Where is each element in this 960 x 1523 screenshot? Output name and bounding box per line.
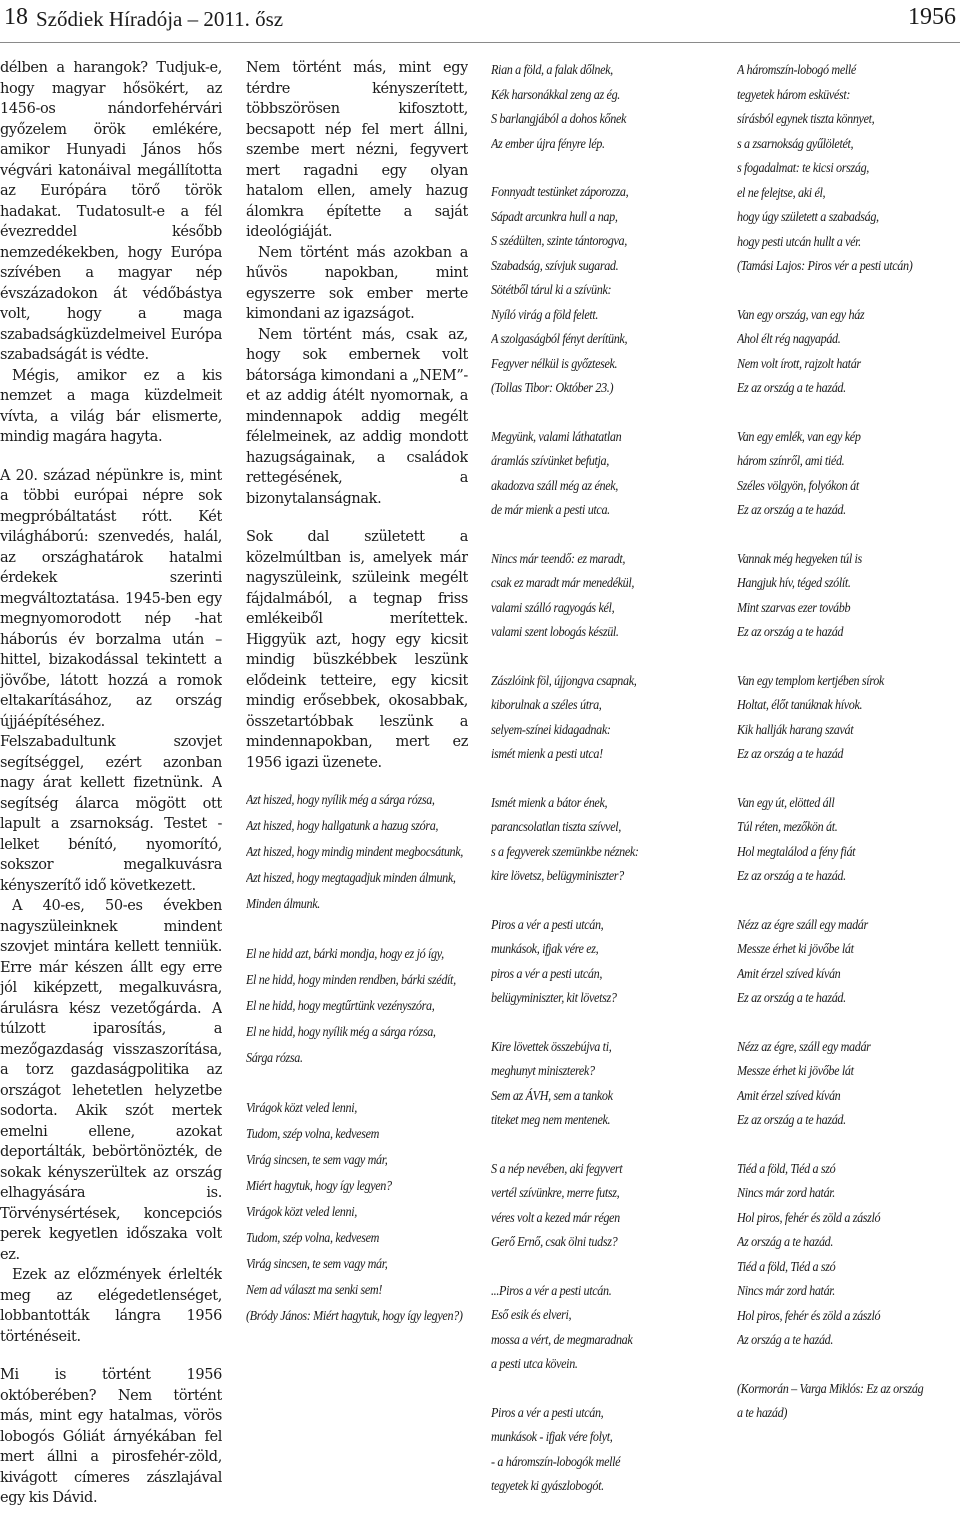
page-number: 18: [4, 4, 28, 30]
verse-line: Nincs már zord határ.: [737, 1185, 835, 1200]
verse-line: Túl réten, mezőkön át.: [737, 819, 838, 834]
verse-line: Ez az ország a te hazád: [737, 746, 844, 761]
paragraph: Sok dal született a közelmúltban is, amelyek már nagyszüleink, szüleink megélt fájdalmából, a tegnap friss emlékeiből merítettek. Higgyük azt, hogy egy kicsit mindig büszkébbek leszünk elődeink tetteire, egy kicsit mindig erősebbek, okosabbak, összetartóbbak leszünk a mindennapokban, mert ez 1956 igazi üzenete.: [246, 529, 468, 771]
stanza: [246, 1095, 468, 1329]
verse-line: Ez az ország a te hazád.: [737, 380, 846, 395]
verse-line: ismét mienk a pesti utca!: [491, 746, 603, 761]
verse-line: s fogadalmat: te kicsi ország,: [737, 160, 869, 175]
verse-line: Az ország a te hazád.: [737, 1234, 834, 1249]
verse-line: Megyünk, valami láthatatlan: [491, 428, 622, 444]
verse-line: titeket meg nem mentenek.: [491, 1112, 611, 1127]
verse-line: (Tollas Tibor: Október 23.): [491, 380, 614, 395]
stanza: [491, 180, 716, 401]
verse-line: tegyetek ki gyászlobogót.: [491, 1478, 604, 1493]
verse-line: Hol piros, fehér és zöld a zászló: [737, 1307, 881, 1323]
verse-line: sírásból egynek tiszta könnyet,: [737, 111, 875, 126]
verse-line: Amit érzel szíved kíván: [737, 965, 841, 981]
verse-line: Sem az ÁVH, sem a tankok: [491, 1087, 613, 1103]
verse-line: három színről, ami tiéd.: [737, 453, 845, 468]
verse-line: Az ember újra fényre lép.: [491, 135, 605, 151]
verse-line: Nincs már zord határ.: [737, 1283, 835, 1298]
verse-line: Miért hagytuk, hogy így legyen?: [246, 1178, 392, 1193]
verse-line: Virág sincsen, te sem vagy már,: [246, 1152, 388, 1167]
verse-line: Gerő Ernő, csak ölni tudsz?: [491, 1234, 618, 1249]
verse-line: ...Piros a vér a pesti utcán.: [491, 1282, 612, 1298]
verse-line: Piros a vér a pesti utcán,: [491, 916, 604, 932]
stanza: [491, 669, 716, 767]
verse-line: kiborulnak a széles útra,: [491, 697, 602, 712]
verse-line: S barlangjából a dohos kőnek: [491, 111, 627, 126]
stanza: [737, 303, 960, 401]
verse-line: Nézz az égre, száll egy madár: [737, 1038, 871, 1054]
stanza: [491, 791, 716, 889]
verse-line: Nyíló virág a föld felett.: [491, 306, 599, 322]
paragraph: Nem történt más, mint egy térdre kényszerített, többszörösen kifosztott, becsapott nép fel mert állni, szembe mert nézni, fegyvert mert ragadni egy olyan hatalom ellen, amely hazug álomkra építette a saját ideológiáját.: [246, 60, 468, 240]
verse-line: Vannak még hegyeken túl is: [737, 550, 862, 566]
verse-line: Nincs már teendő: ez maradt,: [491, 550, 626, 566]
column-2: [246, 58, 468, 1353]
verse-line: Hol piros, fehér és zöld a zászló: [737, 1209, 881, 1225]
verse-line: Ez az ország a te hazád: [737, 624, 844, 639]
stanza: [737, 791, 960, 889]
verse-line: Szabadság, szívjuk sugarad.: [491, 257, 619, 273]
verse-line: Fegyver nélkül is győztesek.: [491, 355, 618, 371]
verse-line: munkások, ifjak vére ez,: [491, 941, 599, 956]
verse-line: vertél szívünkre, merre futsz,: [491, 1185, 620, 1200]
verse-line: (Tamási Lajos: Piros vér a pesti utcán): [737, 258, 913, 273]
verse-line: Mint szarvas ezer tovább: [737, 599, 851, 615]
verse-line: Sápadt arcunkra hull a nap,: [491, 208, 618, 224]
stanza: [491, 58, 716, 156]
verse-line: S a nép nevében, aki fegyvert: [491, 1160, 623, 1176]
verse-line: Kire lövettek összebújva ti,: [491, 1038, 612, 1054]
stanza: [737, 547, 960, 645]
verse-line: Virágok közt veled lenni,: [246, 1204, 357, 1219]
verse-line: Ez az ország a te hazád.: [737, 502, 846, 517]
stanza: [491, 547, 716, 645]
stanza: [737, 1035, 960, 1133]
verse-line: valami szálló ragyogás kél,: [491, 599, 615, 615]
column-2-song-lyrics: [246, 787, 468, 1329]
verse-line: Holtat, élőt tanúknak hívok.: [737, 697, 863, 712]
verse-line: Nem volt írott, rajzolt határ: [737, 355, 861, 371]
verse-line: parancsolatlan tiszta szívvel,: [491, 819, 621, 834]
verse-line: (Kormorán – Varga Miklós: Ez az ország: [737, 1380, 924, 1396]
verse-line: Tudom, szép volna, kedvesem: [246, 1126, 380, 1141]
verse-line: Az ország a te hazád.: [737, 1332, 834, 1347]
verse-line: Azt hiszed, hogy nyílik még a sárga rózsa,: [246, 792, 435, 807]
stanza: [737, 425, 960, 523]
paragraph: Mi is történt 1956 októberében? Nem történt más, mint egy hatalmas, vörös lobogós Góliát árnyékában fel mert állni a pirosfehér-zöld, kivágott címeres zászlajával egy kis Dávid.: [0, 1367, 222, 1506]
verse-line: A háromszín-lobogó mellé: [737, 62, 856, 77]
verse-line: el ne felejtse, aki él,: [737, 184, 826, 200]
verse-line: Messze érhet ki jövőbe lát: [737, 941, 854, 956]
verse-line: Kék harsonákkal zeng az ég.: [491, 86, 620, 102]
paragraph: Nem történt más, csak az, hogy sok embernek volt bátorsága kimondani a „NEM”-et az addig átélt nyomornak, a mindennapok addig megélt félelmeinek, az addig mondott hazugságainak, a családok rettegésének, a bizonytalanságnak.: [246, 326, 468, 507]
column-3-poems: [491, 58, 716, 1523]
paragraph: A 20. század népünkre is, mint a többi európai népre sok megpróbáltatást rótt. Két világháború: szenvedés, halál, az országhatárok hatalmi érdekek szerinti megváltoztatása. 1945-ben egy megnyomorodott nép -hat háborús év borzalma után – hittel, bizakodással tekintett a jövőbe, látott hozzá a romok eltakarításához, az ország újjáépítéséhez. Felszabadultunk szovjet segítséggel, ezért azonban nagy árat kellett fizetnünk. A segítség álarca mögött ott lapult a zsarnokság. Testet - lelket bénító, nyomorító, sokszor megalkuvásra kényszerítő idő következett.: [0, 467, 222, 894]
verse-line: Ez az ország a te hazád.: [737, 868, 846, 883]
verse-line: A szolgaságból fényt derítünk,: [491, 331, 628, 346]
verse-line: a pesti utca kövein.: [491, 1356, 578, 1371]
verse-line: Rian a föld, a falak dőlnek,: [491, 62, 613, 77]
verse-line: valami szent lobogás készül.: [491, 624, 619, 639]
paragraph: Ezek az előzmények érlelték meg az elégedetlenséget, lobbantották lángra 1956 történéseit.: [0, 1267, 222, 1345]
stanza: [246, 787, 468, 917]
verse-line: El ne hidd azt, bárki mondja, hogy ez jó így,: [246, 946, 444, 961]
stanza: [737, 58, 960, 279]
verse-line: áramlás szívünket befutja,: [491, 453, 609, 468]
verse-line: Amit érzel szíved kíván: [737, 1087, 841, 1103]
verse-line: Ismét mienk a bátor ének,: [491, 794, 608, 810]
verse-line: Piros a vér a pesti utcán,: [491, 1404, 604, 1420]
verse-line: Azt hiszed, hogy hallgatunk a hazug szóra,: [246, 818, 439, 833]
verse-line: El ne hidd, hogy minden rendben, bárki szédít,: [246, 972, 456, 987]
stanza: [737, 1377, 960, 1426]
verse-line: s a fegyverek szemünkbe néznek:: [491, 843, 639, 859]
verse-line: Nem ad választ ma senki sem!: [246, 1282, 383, 1297]
verse-line: Tiéd a föld, Tiéd a szó: [737, 1258, 836, 1274]
verse-line: hogy pesti utcán hullt a vér.: [737, 233, 861, 249]
column-1-article: [0, 58, 222, 1509]
verse-line: Ez az ország a te hazád.: [737, 990, 846, 1005]
verse-line: - a háromszín-lobogók mellé: [491, 1453, 621, 1469]
column-2-article: [246, 58, 468, 773]
stanza: [491, 1157, 716, 1255]
verse-line: Van egy templom kertjében sírok: [737, 672, 884, 688]
verse-line: Széles völgyön, folyókon át: [737, 477, 859, 493]
verse-line: Sötétből tárul ki a szívünk:: [491, 282, 612, 297]
stanza: [491, 1401, 716, 1499]
verse-line: s a zsarnokság gyűlöletét,: [737, 135, 854, 151]
stanza: [737, 1157, 960, 1353]
verse-line: kire lövetsz, belügyminiszter?: [491, 868, 624, 883]
verse-line: csak ez maradt már menedékül,: [491, 575, 635, 590]
verse-line: piros a vér a pesti utcán,: [491, 965, 603, 981]
publication-title: Sződiek Híradója – 2011. ősz: [36, 7, 284, 31]
verse-line: tegyetek három esküvést:: [737, 86, 851, 102]
verse-line: Kik hallják harang szavát: [737, 721, 854, 737]
verse-line: Van egy ország, van egy ház: [737, 306, 865, 322]
verse-line: selyem-színei kidagadnak:: [491, 721, 611, 737]
stanza: [491, 425, 716, 523]
verse-line: Zászlóink föl, újjongva csapnak,: [491, 672, 637, 688]
verse-line: hogy úgy született a szabadság,: [737, 209, 879, 224]
verse-line: Hol megtalálod a fény fiát: [737, 843, 856, 859]
verse-line: akadozva száll még az ének,: [491, 477, 618, 493]
page-header: [0, 0, 960, 43]
column-4-poems: [737, 58, 960, 1450]
verse-line: Tiéd a föld, Tiéd a szó: [737, 1160, 836, 1176]
verse-line: S szédülten, szinte tántorogva,: [491, 233, 627, 248]
verse-line: Eső esik és elveri,: [491, 1307, 572, 1322]
verse-line: Azt hiszed, hogy megtagadjuk minden álmunk,: [246, 870, 456, 885]
stanza: [246, 941, 468, 1071]
verse-line: véres volt a kezed már régen: [491, 1209, 620, 1225]
paragraph: délben a harangok? Tudjuk-e, hogy magyar hősökért, az 1456-os nándorfehérvári győzelem örök emlékére, amikor Hunyadi János hős végvári katonáival megállította az Európára törő török hadakat. Tudatosult-e a fél évezreddel később nemzedékekben, hogy Európa szívében a magyar nép évszázadokon át védőbástya volt, hogy a maga szabadságküzdelmeivel Európa szabadságát is védte.: [0, 60, 222, 363]
stanza: [737, 913, 960, 1011]
verse-line: Ahol élt rég nagyapád.: [737, 331, 841, 346]
verse-line: Azt hiszed, hogy mindig mindent megbocsátunk,: [246, 844, 463, 859]
verse-line: Fonnyadt testünket záporozza,: [491, 184, 629, 199]
verse-line: Van egy emlék, van egy kép: [737, 428, 861, 444]
section-year: 1956: [908, 4, 956, 30]
verse-line: belügyminiszter, kit lövetsz?: [491, 990, 617, 1005]
stanza: [491, 913, 716, 1011]
verse-line: Virág sincsen, te sem vagy már,: [246, 1256, 388, 1271]
paragraph: A 40-es, 50-es években nagyszüleinknek mindent szovjet mintára kellett tenniük. Erre már készen állt egy erre jól kiképzett, megalkuvásra, árulásra kész vezetőgárda. A túlzott iparosítás, a mezőgazdaság visszaszorítása, a torz gazdaságpolitika az országot lehetetlen helyzetbe sodorta. Akik szót mertek emelni ellene, azokat deportálták, bebörtönözték, de sokak kényszerültek az ország elhagyására is. Törvénysértések, koncepciós perek kegyetlen időszaka volt ez.: [0, 898, 222, 1263]
verse-line: Ez az ország a te hazád.: [737, 1112, 846, 1127]
verse-line: Messze érhet ki jövőbe lát: [737, 1063, 854, 1078]
verse-line: Hangjuk hív, téged szólít.: [737, 575, 851, 590]
verse-line: a te hazád): [737, 1405, 788, 1420]
verse-line: El ne hidd, hogy megtűrtünk vezényszóra,: [246, 998, 435, 1013]
verse-line: Sárga rózsa.: [246, 1050, 303, 1065]
verse-line: Tudom, szép volna, kedvesem: [246, 1230, 380, 1245]
paragraph: Mégis, amikor ez a kis nemzet a maga küzdelmeit vívta, a világ bár elismerte, mindig magára hagyta.: [0, 367, 222, 445]
paragraph: Nem történt más azokban a hűvös napokban, mint egyszerre sok ember merte kimondani az igazságot.: [246, 244, 468, 322]
verse-line: Van egy út, elötted áll: [737, 794, 835, 810]
verse-line: Virágok közt veled lenni,: [246, 1100, 357, 1115]
verse-line: Nézz az égre száll egy madár: [737, 916, 868, 932]
verse-line: de már mienk a pesti utca.: [491, 502, 610, 517]
stanza: [491, 1279, 716, 1377]
verse-line: mossa a vért, de megmaradnak: [491, 1331, 633, 1347]
verse-line: El ne hidd, hogy nyílik még a sárga rózsa,: [246, 1024, 436, 1039]
verse-line: Minden álmunk.: [246, 896, 320, 911]
verse-line: meghunyt miniszterek?: [491, 1063, 595, 1078]
stanza: [491, 1035, 716, 1133]
stanza: [737, 669, 960, 767]
verse-line: munkások - ifjak vére folyt,: [491, 1429, 613, 1444]
verse-line: (Bródy János: Miért hagytuk, hogy így legyen?): [246, 1308, 463, 1323]
